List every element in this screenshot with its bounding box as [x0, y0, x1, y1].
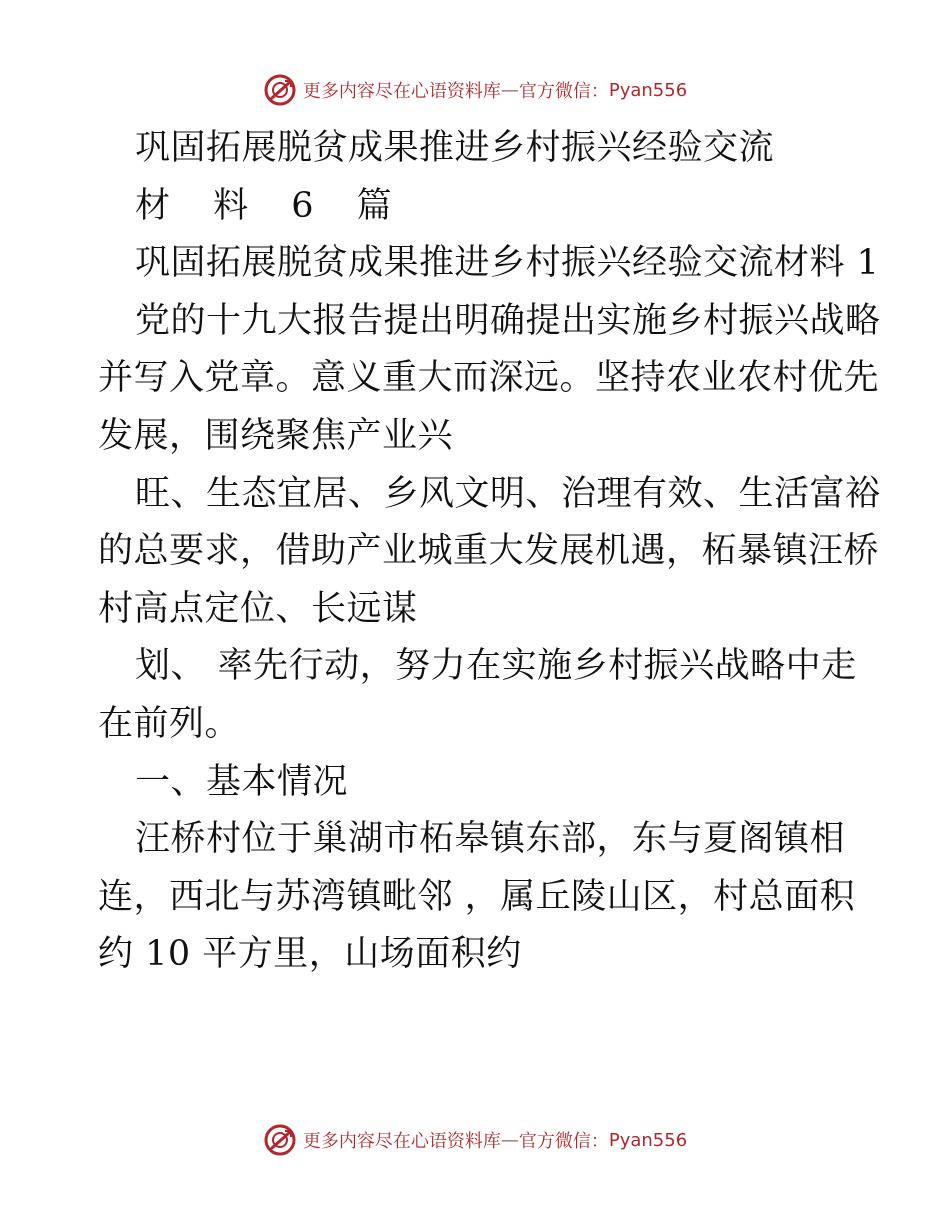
section-heading: 一、基本情况	[135, 761, 349, 802]
watermark-wechat-id: Pyan556	[608, 79, 688, 101]
brand-logo-icon	[263, 73, 297, 107]
paragraph-line: 约 10 平方里，山场面积约	[98, 934, 522, 975]
paragraph-line: 在前列。	[98, 703, 241, 744]
document-title-line-1: 巩固拓展脱贫成果推进乡村振兴经验交流	[135, 128, 775, 168]
paragraph-line: 并写入党章。意义重大而深远。坚持农业农村优先	[98, 358, 880, 399]
footer-watermark	[0, 1120, 950, 1160]
document-title-line-2: 材 料 6 篇	[135, 185, 408, 226]
paragraph-line: 发展，围绕聚焦产业兴	[98, 415, 454, 456]
paragraph-line: 党的十九大报告提出明确提出实施乡村振兴战略	[135, 300, 881, 341]
paragraph-line: 旺、生态宜居、乡风文明、治理有效、生活富裕	[135, 473, 881, 514]
document-body	[98, 120, 881, 984]
paragraph-line: 巩固拓展脱贫成果推进乡村振兴经验交流材料 1	[135, 243, 880, 284]
watermark-separator: —	[500, 79, 519, 101]
brand-logo-icon	[263, 1123, 297, 1157]
paragraph-line: 汪桥村位于巢湖市柘皋镇东部，东与夏阁镇相	[135, 819, 846, 860]
paragraph-line: 划、 率先行动，努力在实施乡村振兴战略中走	[135, 646, 857, 687]
watermark-wechat-label: 官方微信：	[518, 1131, 609, 1152]
header-watermark	[0, 70, 950, 110]
watermark-text: 更多内容尽在心语资料库	[302, 81, 501, 102]
watermark-separator: —	[500, 1129, 519, 1151]
paragraph-line: 的总要求，借助产业城重大发展机遇，柘暴镇汪桥	[98, 531, 880, 572]
paragraph-line: 村高点定位、长远谋	[98, 588, 418, 629]
paragraph-line: 连，西北与苏湾镇毗邻 ，属丘陵山区，村总面积	[98, 876, 856, 917]
watermark-wechat-label: 官方微信：	[518, 81, 609, 102]
watermark-text: 更多内容尽在心语资料库	[302, 1131, 501, 1152]
watermark-wechat-id: Pyan556	[608, 1129, 688, 1151]
